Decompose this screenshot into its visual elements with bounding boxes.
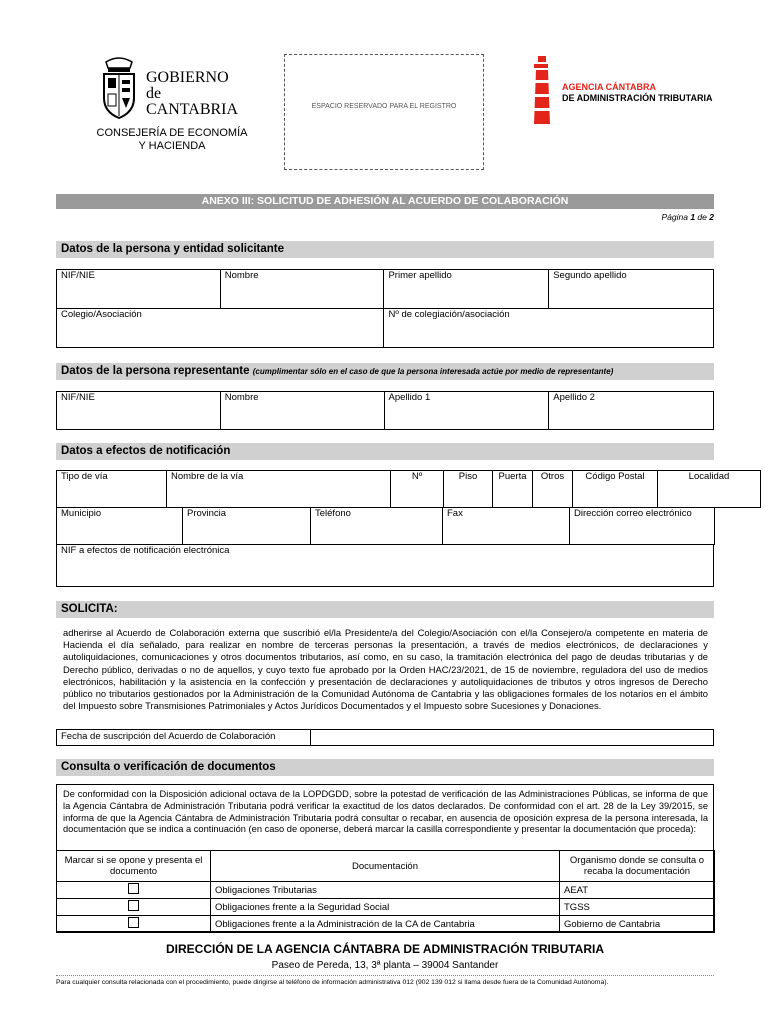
agency-logo	[528, 54, 554, 126]
fax-field[interactable]: Fax	[443, 508, 570, 545]
locality-field[interactable]: Localidad	[658, 471, 761, 508]
solicita-text: adherirse al Acuerdo de Colaboración externa que suscribió el/la Presidente/a del Colegio/Asociación con el/la Consejero/a competente en materia de Hacienda el día señalado, para realizar en nombre de terceras personas la presentación, a través de medios electrónicos, de declaraciones y autoliquidaciones, comunicaciones y otros documentos tributarios, así como, en su caso, la tramitación electrónica del pago de deudas tributarias y de Derecho público, derivadas o no de aquellos, y cuyo texto fue aprobado por la Orden HAC/23/2021, de 15 de noviembre, reguladora del uso de medios electrónicos, habilitación y la asistencia en la confección y presentación de declaraciones y autoliquidaciones de tributos y otros ingresos de Derecho público no tributarios gestionados por la Administración de la Comunidad Autónoma de Cantabria y las obligaciones formales de los notarios en el ámbito del Impuesto sobre Transmisiones Patrimoniales y Actos Jurídicos Documentados y el Impuesto sobre Sucesiones y Donaciones.	[63, 627, 708, 712]
street-name-field[interactable]: Nombre de la vía	[167, 471, 391, 508]
coat-of-arms-icon	[98, 54, 140, 124]
registry-placeholder: ESPACIO RESERVADO PARA EL REGISTRO	[311, 103, 457, 110]
page-label: Página	[661, 212, 688, 222]
col-doc-header: Documentación	[211, 851, 560, 882]
org-cell: AEAT	[560, 882, 715, 899]
rep-nif-field[interactable]: NIF/NIE	[57, 392, 221, 430]
street-type-field[interactable]: Tipo de vía	[57, 471, 167, 508]
page-total: 2	[709, 212, 714, 222]
agreement-date-input[interactable]	[311, 730, 714, 746]
footer-address: Paseo de Pereda, 13, 3ª planta – 39004 Santander	[271, 960, 499, 971]
floor-field[interactable]: Piso	[444, 471, 493, 508]
annex-title: ANEXO III: SOLICITUD DE ADHESIÓN AL ACUERDO DE COLABORACIÓN	[201, 195, 569, 207]
doc-cell: Obligaciones frente a la Seguridad Social	[211, 899, 560, 916]
rep-surname2-field[interactable]: Apellido 2	[549, 392, 714, 430]
agreement-date-table	[56, 729, 714, 746]
notification-table-row3	[56, 544, 714, 587]
checkbox-tributarias[interactable]	[128, 883, 139, 894]
name-field[interactable]: Nombre	[220, 270, 384, 309]
checkbox-cell[interactable]	[57, 899, 211, 916]
surname1-field[interactable]: Primer apellido	[384, 270, 549, 309]
consulta-section-title: Consulta o verificación de documentos	[56, 759, 714, 776]
page-current: 1	[690, 212, 696, 222]
nif-field[interactable]: NIF/NIE	[57, 270, 221, 309]
notification-table-row2	[56, 507, 715, 545]
footer-title: DIRECCIÓN DE LA AGENCIA CÁNTABRA DE ADMINISTRACIÓN TRIBUTARIA	[166, 942, 604, 956]
col-org-header: Organismo donde se consulta o recaba la documentación	[560, 851, 715, 882]
registry-box	[284, 54, 484, 170]
page-indicator	[560, 212, 714, 222]
col-check-header: Marcar si se opone y presenta el documento	[57, 851, 211, 882]
checkbox-seguridad-social[interactable]	[128, 900, 139, 911]
surname2-field[interactable]: Segundo apellido	[549, 270, 714, 309]
footer-note: Para cualquier consulta relacionada con el procedimiento, puede dirigirse al teléfono de información administrativa 012 (902 139 012 si llama desde fuera de la Comunidad Autónoma).	[56, 979, 609, 986]
checkbox-cell[interactable]	[57, 882, 211, 899]
gov-line1: GOBIERNO	[146, 69, 229, 86]
rep-name-field[interactable]: Nombre	[220, 392, 384, 430]
representative-table	[56, 391, 714, 430]
agreement-date-label: Fecha de suscripción del Acuerdo de Colaboración	[57, 730, 311, 746]
doc-cell: Obligaciones Tributarias	[211, 882, 560, 899]
checkbox-ca-cantabria[interactable]	[128, 917, 139, 928]
page-of: de	[697, 212, 707, 222]
solicita-section-title: SOLICITA:	[56, 601, 714, 618]
rep-surname1-field[interactable]: Apellido 1	[384, 392, 549, 430]
org-cell: TGSS	[560, 899, 715, 916]
phone-field[interactable]: Teléfono	[311, 508, 443, 545]
college-field[interactable]: Colegio/Asociación	[57, 309, 384, 348]
documents-table	[56, 850, 715, 933]
checkbox-cell[interactable]	[57, 916, 211, 933]
representative-section-title: Datos de la persona representante (cumplimentar sólo en el caso de que la persona interesada actúe por medio de representante)	[56, 363, 714, 380]
college-number-field[interactable]: Nº de colegiación/asociación	[384, 309, 714, 348]
gobierno-cantabria-logo	[98, 54, 140, 124]
doc-cell: Obligaciones frente a la Administración de la CA de Cantabria	[211, 916, 560, 933]
consulta-text: De conformidad con la Disposición adicional octava de la LOPDGDD, sobre la potestad de verificación de las Administraciones Públicas, se informa de que la Agencia Cántabra de Administración Tributaria podrá verificar la exactitud de los datos declarados. De conformidad con el art. 28 de la Ley 39/2015, se informa de que la Agencia Cántabra de Administración Tributaria podrá consultar o recabar, en ausencia de oposición expresa de la persona interesada, la documentación que se indica a continuación (en caso de oponerse, deberá marcar la casilla correspondiente y presentar la documentación que proceda):	[63, 789, 708, 835]
municipality-field[interactable]: Municipio	[57, 508, 183, 545]
notification-section-title: Datos a efectos de notificación	[56, 443, 714, 460]
representative-note: (cumplimentar sólo en el caso de que la persona interesada actúe por medio de representante)	[252, 367, 614, 376]
door-field[interactable]: Puerta	[493, 471, 533, 508]
footer-divider	[56, 975, 714, 976]
consejeria-line1: CONSEJERÍA DE ECONOMÍA	[96, 127, 248, 139]
postal-code-field[interactable]: Código Postal	[573, 471, 658, 508]
province-field[interactable]: Provincia	[183, 508, 311, 545]
org-cell: Gobierno de Cantabria	[560, 916, 715, 933]
gov-line2: de	[146, 85, 162, 102]
number-field[interactable]: Nº	[391, 471, 444, 508]
applicant-table	[56, 269, 714, 348]
agency-line1: AGENCIA CÁNTABRA	[562, 82, 656, 92]
email-field[interactable]: Dirección correo electrónico	[570, 508, 715, 545]
nif-notification-field[interactable]: NIF a efectos de notificación electrónica	[57, 545, 714, 587]
notification-table-row1	[56, 470, 761, 508]
others-field[interactable]: Otros	[533, 471, 573, 508]
consejeria-line2: Y HACIENDA	[138, 140, 206, 152]
gov-line3: CANTABRIA	[146, 101, 239, 118]
applicant-section-title: Datos de la persona y entidad solicitante	[56, 241, 714, 258]
agency-line2: DE ADMINISTRACIÓN TRIBUTARIA	[562, 93, 713, 103]
lighthouse-icon	[528, 54, 554, 126]
